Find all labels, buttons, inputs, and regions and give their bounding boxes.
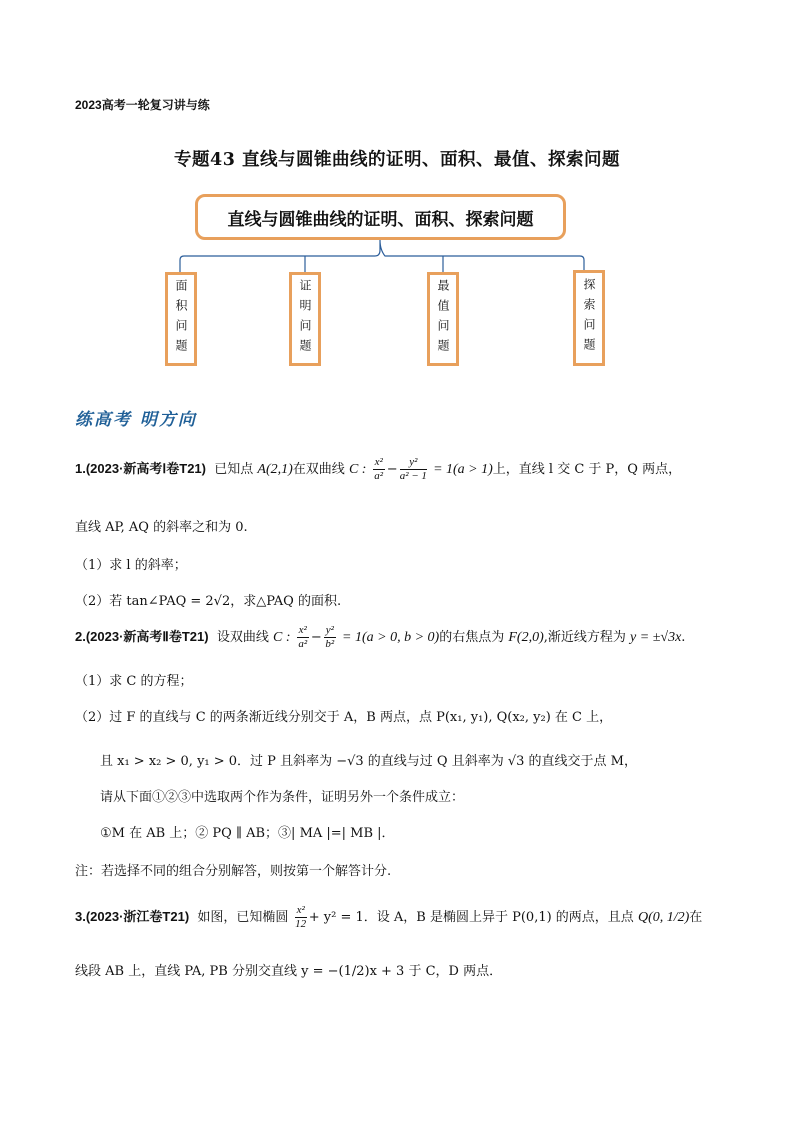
problem-2-question-1: （1）求 C 的方程； bbox=[75, 674, 193, 689]
problem-1-line2: 直线 AP, AQ 的斜率之和为 0. bbox=[75, 520, 248, 535]
mind-map-root: 直线与圆锥曲线的证明、面积、探索问题 bbox=[195, 194, 566, 240]
mind-map-leaf-extremum: 最值问题 bbox=[427, 272, 459, 366]
mind-map-leaf-proof: 证明问题 bbox=[289, 272, 321, 366]
problem-3-line2: 线段 AB 上，直线 PA, PB 分别交直线 y = −(1/2)x + 3 于 C，D 两点． bbox=[75, 964, 503, 979]
problem-2-instruction: 请从下面①②③中选取两个作为条件，证明另外一个条件成立： bbox=[100, 790, 465, 805]
problem-1-question-2: （2）若 tan∠PAQ = 2√2，求△PAQ 的面积. bbox=[75, 594, 342, 609]
mind-map-leaf-exploration: 探索问题 bbox=[573, 270, 605, 366]
fraction: $\frac{\text{x²}}{\text{a²}}$ bbox=[374, 456, 384, 482]
document-header: 2023高考一轮复习讲与练 bbox=[75, 98, 210, 112]
fraction: $\frac{\text{x²}}{\text{a²}}$ bbox=[298, 624, 308, 650]
problem-1-question-1: （1）求 l 的斜率； bbox=[75, 558, 187, 573]
fraction: $\frac{\text{y²}}{\text{b²}}$ bbox=[325, 624, 335, 650]
mind-map-brace bbox=[160, 236, 620, 276]
problem-2-stem: 2.(2023·新高考Ⅱ卷T21) 设双曲线 C : $\frac{\text{x²}}{\text{a²}}$ − $\frac{\text{y²}}{\text{b²}}$ = 1(a > 0, b > 0)的右焦点为 F(2,0),渐近线方程为 y = ±√3x. bbox=[75, 624, 686, 650]
fraction: $\frac{\text{y²}}{\text{a² − 1}}$ bbox=[399, 456, 427, 482]
problem-1-stem: 1.(2023·新高考Ⅰ卷T21) 已知点 A(2,1)在双曲线 C : $\frac{\text{x²}}{\text{a²}}$ − $\frac{\text{y²}}{\text{a² − 1}}$ = 1(a > 1)上，直线 l 交 C 于 P，Q 两点， bbox=[75, 456, 682, 482]
problem-2-conditions: ①M 在 AB 上；② PQ ∥ AB；③| MA |=| MB |． bbox=[100, 826, 395, 841]
problem-3-stem: 3.(2023·浙江卷T21) 如图，已知椭圆 $\frac{\text{x²}}{12}$ + y² = 1．设 A，B 是椭圆上异于 P(0,1) 的两点，且点 Q(0, 1/2)在 bbox=[75, 904, 703, 930]
page-title: 专题43 直线与圆锥曲线的证明、面积、最值、探索问题 bbox=[174, 150, 620, 170]
problem-2-note: 注：若选择不同的组合分别解答，则按第一个解答计分. bbox=[75, 864, 392, 879]
fraction: $\frac{\text{x²}}{12}$ bbox=[295, 904, 307, 930]
problem-2-question-2: （2）过 F 的直线与 C 的两条渐近线分别交于 A，B 两点，点 P(x₁, y₁), Q(x₂, y₂) 在 C 上， bbox=[75, 710, 613, 725]
section-title: 练高考 明方向 bbox=[75, 410, 197, 430]
mind-map-leaf-area: 面积问题 bbox=[165, 272, 197, 366]
problem-2-question-2-cont: 且 x₁ > x₂ > 0, y₁ > 0．过 P 且斜率为 −√3 的直线与过 Q 且斜率为 √3 的直线交于点 M， bbox=[100, 754, 637, 769]
